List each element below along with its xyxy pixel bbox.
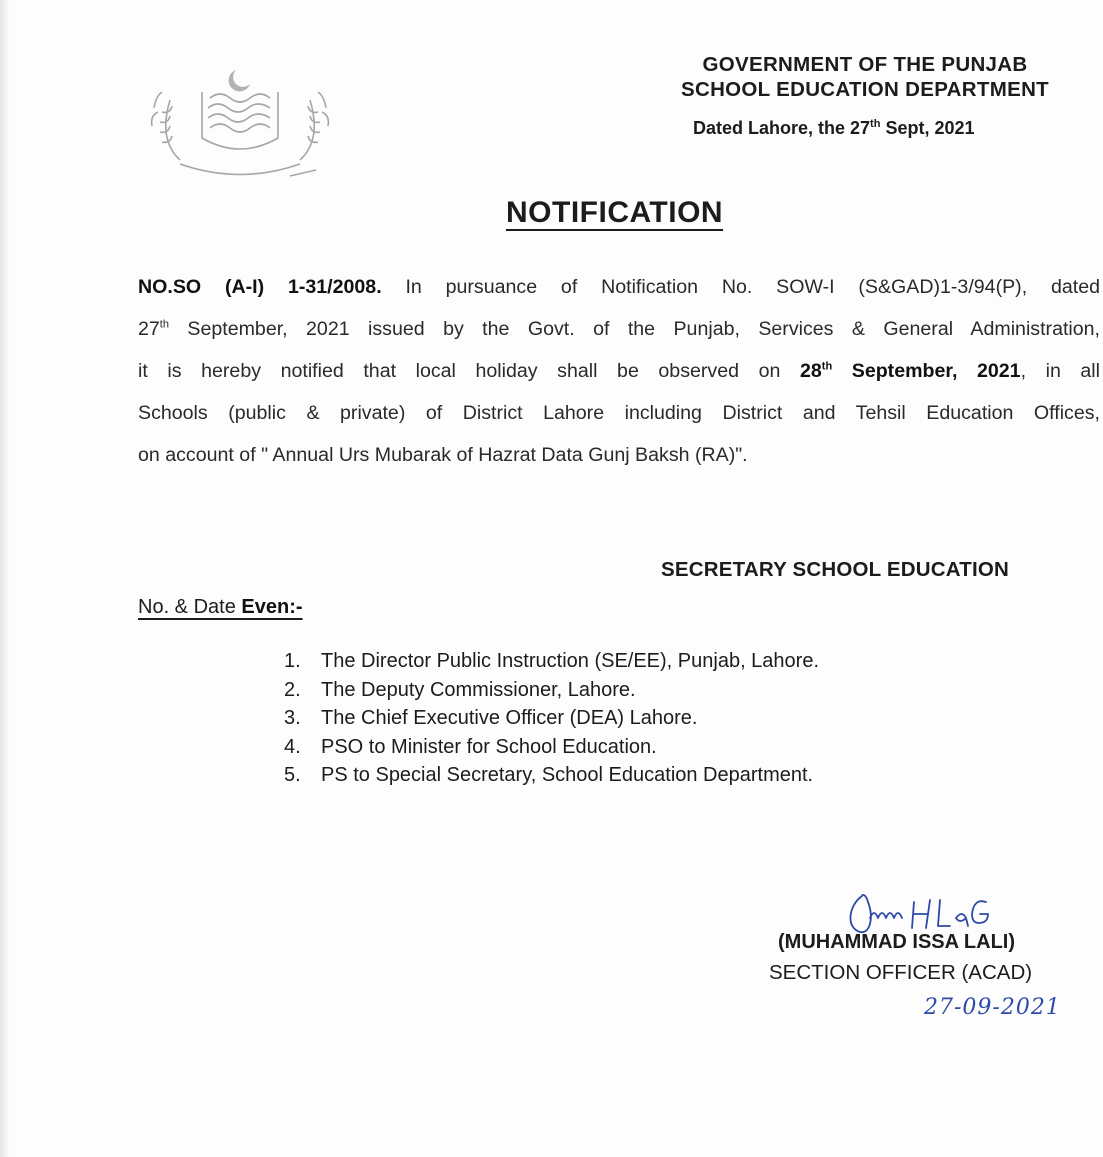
list-item [284,704,984,733]
list-item [284,647,984,676]
holiday-month-year: September, 2021 [832,360,1021,382]
dated-suffix: Sept, 2021 [880,118,975,138]
holiday-date [800,360,1021,382]
list-item [284,733,984,762]
dated-prefix: Dated Lahore, the 27 [693,118,871,138]
list-item [284,676,984,705]
department-title: SCHOOL EDUCATION DEPARTMENT [681,78,1049,101]
body-line-4: Schools (public & private) of District Lahore including District and Tehsil Education Offices, [138,402,1100,424]
list-item-number: 5. [284,764,301,786]
list-item [284,761,984,790]
officer-name: (MUHAMMAD ISSA LALI) [778,931,1016,953]
body-line-2 [138,308,1100,350]
copy-heading-prefix: No. & Date [138,596,242,618]
list-item-text: The Chief Executive Officer (DEA) Lahore. [321,707,698,729]
government-title: GOVERNMENT OF THE PUNJAB [702,53,1028,76]
body-line-1-text: In pursuance of Notification No. SOW-I (S&GAD)1-3/94(P), dated [381,276,1100,298]
department-header [640,52,1090,102]
list-item-number: 4. [284,735,301,758]
holiday-superscript: th [821,360,833,373]
body-line-3-end: , in all [1020,360,1101,382]
body-line-3 [138,350,1100,392]
body-line-2-day: 27 [138,318,160,340]
body-line-5: on account of " Annual Urs Mubarak of Hazrat Data Gunj Baksh (RA)". [138,444,748,466]
body-line-2-text: September, 2021 issued by the Govt. of the Punjab, Services & General Administration, [168,318,1100,340]
list-item-number: 3. [284,707,301,729]
list-item-number: 1. [284,650,301,672]
list-item-number: 2. [284,678,301,701]
secretary-designation: SECRETARY SCHOOL EDUCATION [661,558,1010,581]
distribution-list [284,647,984,790]
notification-title: NOTIFICATION [506,196,724,229]
list-item-text: PSO to Minister for School Education. [321,735,657,758]
copy-forwarded-heading [138,596,303,619]
holiday-day: 28 [799,360,822,382]
dated-superscript: th [870,118,881,130]
list-item-text: The Director Public Instruction (SE/EE), Punjab, Lahore. [321,650,820,672]
page-edge-shadow [0,0,10,1157]
officer-designation: SECTION OFFICER (ACAD) [769,961,1033,984]
list-item-text: PS to Special Secretary, School Education Department. [321,764,814,786]
body-line-1 [138,266,1100,308]
notification-body [138,266,1100,476]
handwritten-date: 27-09-2021 [924,995,1061,1020]
body-line-2-superscript: th [159,318,169,331]
dated-line [693,118,975,139]
reference-number: NO.SO (A-I) 1-31/2008. [138,276,382,298]
punjab-government-emblem-icon [140,60,340,185]
copy-heading-suffix: Even:- [241,596,303,618]
body-line-3-text: it is hereby notified that local holiday shall be observed on [138,360,800,382]
list-item-text: The Deputy Commissioner, Lahore. [321,678,636,701]
